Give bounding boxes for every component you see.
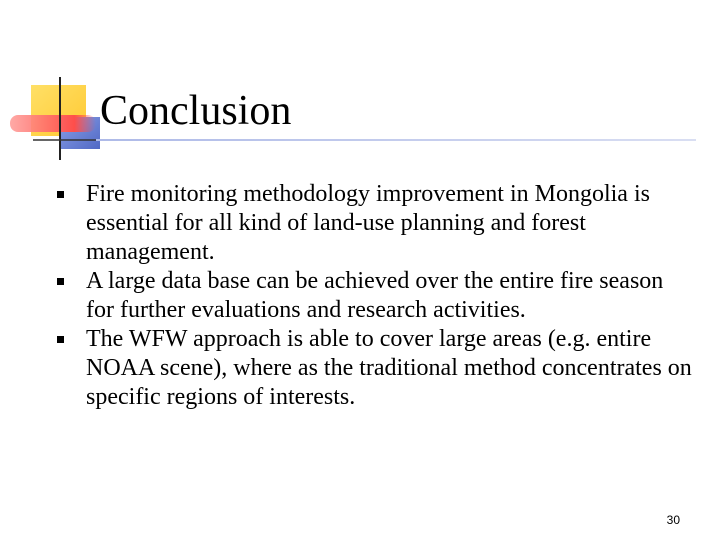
- bullet-item: [54, 180, 694, 267]
- red-bar: [10, 115, 96, 132]
- title-underline: [96, 139, 696, 141]
- square-bullet-icon: [57, 278, 64, 285]
- page-number: 30: [666, 513, 680, 527]
- square-bullet-icon: [57, 191, 64, 198]
- bullet-list: [54, 180, 694, 412]
- square-bullet-icon: [57, 336, 64, 343]
- bullet-item: [54, 325, 694, 412]
- bullet-item: [54, 267, 694, 325]
- bullet-text: The WFW approach is able to cover large areas (e.g. entire NOAA scene), where as the traditional method concentrates on specific regions of interests.: [86, 326, 692, 410]
- slide-title: Conclusion: [100, 88, 292, 134]
- title-decoration: [0, 0, 720, 170]
- bullet-text: A large data base can be achieved over the entire fire season for further evaluations and research activities.: [86, 268, 664, 323]
- bullet-text: Fire monitoring methodology improvement in Mongolia is essential for all kind of land-use planning and forest management.: [86, 181, 650, 265]
